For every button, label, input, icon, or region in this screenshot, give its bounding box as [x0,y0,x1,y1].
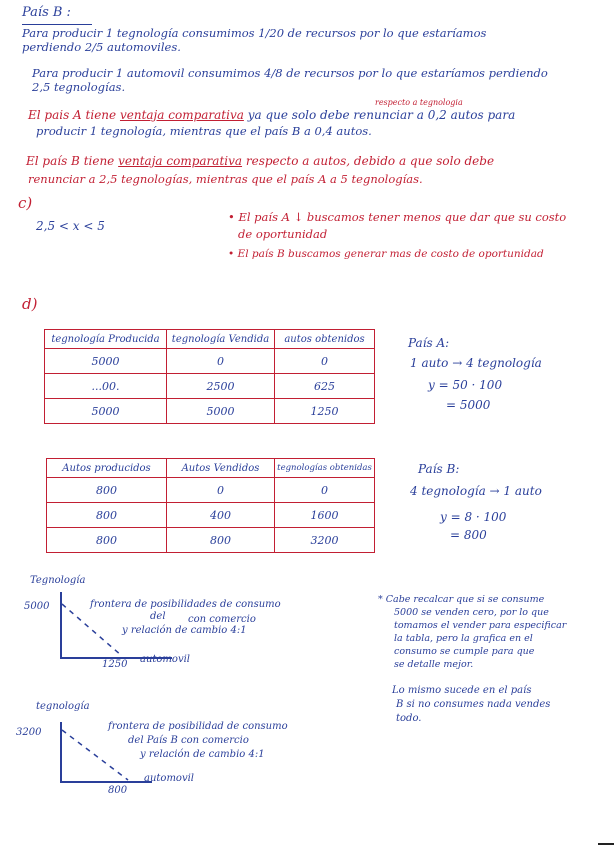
page-title: País B : [22,5,71,20]
pais-b-line2: y = 8 · 100 [440,510,507,524]
section-c-range: 2,5 < x < 5 [36,219,105,233]
table-header-cell: tegnología Producida [45,330,167,349]
pais-b-title: País B: [418,462,460,476]
table-cell: ...00. [45,374,167,399]
table-row [45,374,375,399]
section-c-bullet1-line1 [228,210,566,224]
graph1-caption-line4: y relación de cambio 4:1 [122,625,247,636]
table-cell: 2500 [167,374,275,399]
pais-a-line1: 1 auto → 4 tegnología [410,356,542,370]
intro-b-line1: Para producir 1 tegnología consumimos 1/20 de recursos por lo que estaríamos [22,26,487,40]
table-cell: 1250 [275,399,375,424]
graph2-y-axis [60,722,62,782]
table-row [47,478,375,503]
table-cell: 800 [47,478,167,503]
table-tecnologia [44,329,375,424]
table-autos [46,458,375,553]
table-header-cell: tegnología Vendida [167,330,275,349]
pais-b-line3: = 800 [450,528,487,542]
graph1-caption-line2: del [150,611,166,622]
ventaja-a-prefix: El pais A tiene [28,108,117,122]
section-c-bullet1-line2: de oportunidad [238,227,328,241]
table-cell: 400 [167,503,275,528]
side-note-line8: B si no consumes nada vendes [396,699,551,710]
graph1-y-value: 5000 [24,601,50,612]
ventaja-a-insert: respecto a tegnologia [375,98,463,107]
title-underline [22,24,92,25]
side-note-line7: Lo mismo sucede en el país [392,685,532,696]
side-note-line5: consumo se cumple para que [394,646,535,657]
graph2-xlabel: automovil [144,773,194,784]
graph1-ylabel: Tegnología [30,575,86,586]
ventaja-b-underlined: ventaja comparativa [118,154,243,168]
table-header-cell: autos obtenidos [275,330,375,349]
graph2-caption-line1: frontera de posibilidad de consumo [108,721,288,732]
pais-a-line3: = 5000 [446,398,491,412]
ventaja-b-line1 [26,154,494,168]
intro-b-line2: perdiendo 2/5 automoviles. [22,40,181,54]
side-note-line9: todo. [396,713,422,724]
table-cell: 3200 [275,528,375,553]
table-cell: 800 [47,528,167,553]
table-cell: 625 [275,374,375,399]
table-cell: 0 [275,349,375,374]
table-header-cell: Autos Vendidos [167,459,275,478]
graph1-x-value: 1250 [102,659,128,670]
section-d-label: d) [22,295,38,313]
table-cell: 0 [275,478,375,503]
graph2-frontier [0,0,1,1]
ventaja-b-line2: renunciar a 2,5 tegnologías, mientras que el país A a 5 tegnologías. [28,172,423,186]
section-c-bullet2: • El país B buscamos generar mas de costo de oportunidad [228,248,544,260]
table-row [45,399,375,424]
side-note-line2: 5000 se venden cero, por lo que [394,607,549,618]
table-cell: 5000 [45,399,167,424]
section-c-label: c) [18,194,33,212]
ventaja-a-line1 [28,108,515,122]
intro-auto-line1: Para producir 1 automovil consumimos 4/8 de recursos por lo que estaríamos perdiendo [32,66,548,80]
table-cell: 800 [167,528,275,553]
side-note-line6: se detalle mejor. [394,659,474,670]
table-header-cell: Autos producidos [47,459,167,478]
graph2-x-axis [60,781,152,783]
graph1-caption-line3: con comercio [188,614,256,625]
intro-auto-line2: 2,5 tegnologías. [32,80,126,94]
table-cell: 1600 [275,503,375,528]
table-row [47,503,375,528]
ventaja-b-suffix: respecto a autos, debido a que solo debe [245,154,495,168]
side-note-line1: * Cabe recalcar que si se consume [378,594,545,605]
ventaja-b-prefix: El país B tiene [26,154,115,168]
ventaja-a-line2: producir 1 tegnología, mientras que el país B a 0,4 autos. [36,124,372,138]
graph2-y-value: 3200 [16,727,42,738]
graph1-caption-line1: frontera de posibilidades de consumo [90,599,281,610]
side-note-line3: tomamos el vender para especificar [394,620,567,631]
bullet1-text: • El país A ↓ buscamos tener menos que dar que su costo [228,210,567,224]
pais-a-title: País A: [408,336,450,350]
side-note-line4: la tabla, pero la grafica en el [394,633,533,644]
pais-b-line1: 4 tegnología → 1 auto [410,484,542,498]
pais-a-line2: y = 50 · 100 [428,378,503,392]
table-header-cell: tegnologías obtenidas [275,459,375,478]
graph1-y-axis [60,592,62,658]
ventaja-a-underlined: ventaja comparativa [119,108,244,122]
table-header-row [45,330,375,349]
table-row [45,349,375,374]
table-header-row [47,459,375,478]
page-edge-mark [598,843,614,845]
table-cell: 0 [167,478,275,503]
table-cell: 5000 [45,349,167,374]
table-cell: 800 [47,503,167,528]
graph2-ylabel: tegnología [36,701,90,712]
graph2-caption-line3: y relación de cambio 4:1 [140,749,265,760]
graph2-caption-line2: del País B con comercio [128,735,249,746]
table-cell: 0 [167,349,275,374]
graph2-x-value: 800 [108,785,128,796]
table-row [47,528,375,553]
ventaja-a-suffix: ya que solo debe renunciar a 0,2 autos para [247,108,516,122]
table-cell: 5000 [167,399,275,424]
graph1-xlabel: automovil [140,654,190,665]
